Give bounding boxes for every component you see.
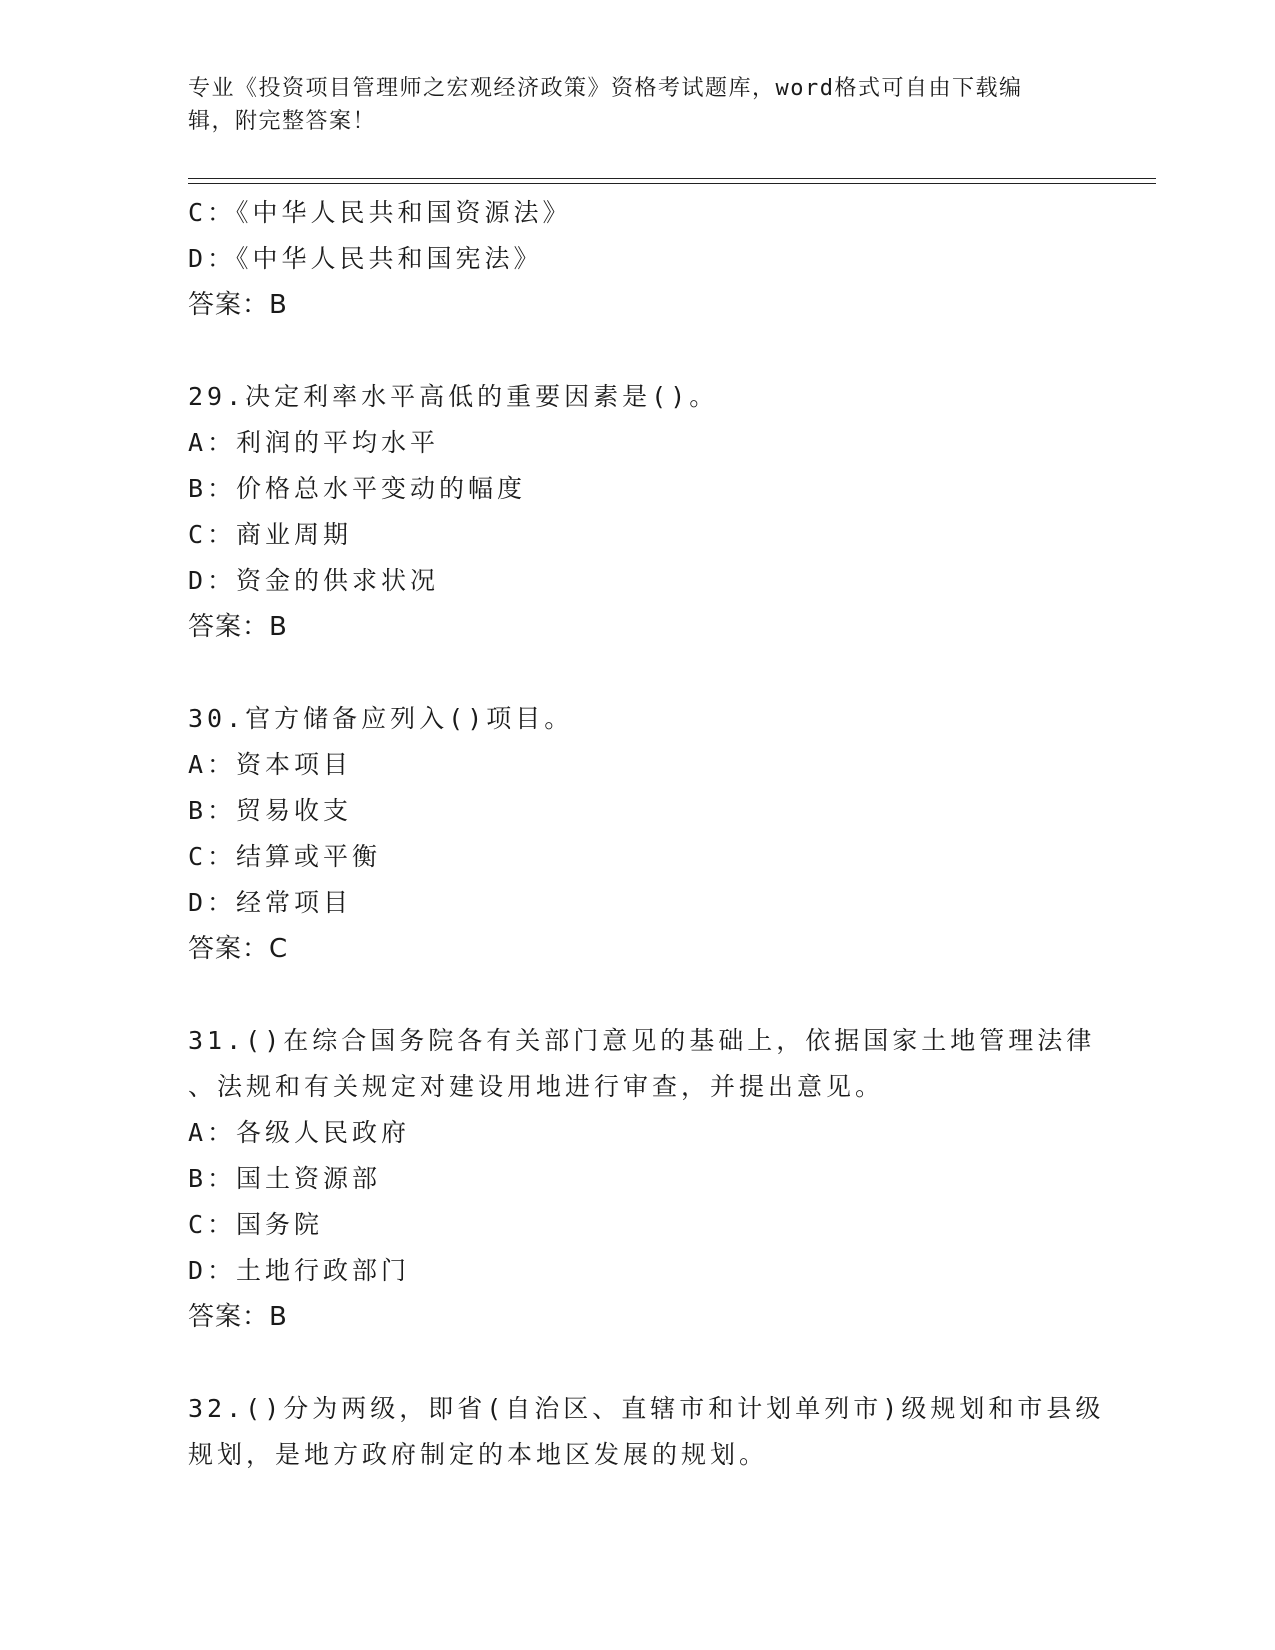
option-c: C：结算或平衡 xyxy=(188,842,382,871)
option-d: D：经常项目 xyxy=(188,888,353,917)
header-divider-top xyxy=(188,178,1156,179)
option-a: A：利润的平均水平 xyxy=(188,428,440,457)
question-29 xyxy=(188,374,1088,650)
option-b: B：价格总水平变动的幅度 xyxy=(188,474,527,503)
question-stem-line-2: 、法规和有关规定对建设用地进行审查，并提出意见。 xyxy=(188,1072,885,1101)
option-d: D：《中华人民共和国宪法》 xyxy=(188,244,543,273)
header-line-1: 专业《投资项目管理师之宏观经济政策》资格考试题库，word格式可自由下载编 xyxy=(188,76,1023,101)
option-c: C：《中华人民共和国资源法》 xyxy=(188,198,572,227)
spacer xyxy=(188,650,1088,696)
option-b: B：贸易收支 xyxy=(188,796,353,825)
question-32 xyxy=(188,1386,1105,1478)
question-stem-line-2: 规划，是地方政府制定的本地区发展的规划。 xyxy=(188,1440,769,1469)
answer-line: 答案：B xyxy=(188,612,288,642)
option-a: A：各级人民政府 xyxy=(188,1118,411,1147)
spacer xyxy=(188,328,1088,374)
spacer xyxy=(188,972,1088,1018)
question-continuation xyxy=(188,190,1088,328)
question-stem-line-1: 32.()分为两级，即省(自治区、直辖市和计划单列市)级规划和市县级 xyxy=(188,1394,1105,1423)
question-31 xyxy=(188,1018,1096,1340)
spacer xyxy=(188,1340,1088,1386)
option-c: C：商业周期 xyxy=(188,520,353,549)
question-30 xyxy=(188,696,1088,972)
document-header xyxy=(188,72,1088,138)
question-stem-line-1: 31.()在综合国务院各有关部门意见的基础上，依据国家土地管理法律 xyxy=(188,1026,1096,1055)
header-line-2: 辑，附完整答案！ xyxy=(188,109,377,134)
header-divider-bottom xyxy=(188,183,1156,184)
option-b: B：国土资源部 xyxy=(188,1164,382,1193)
answer-line: 答案：C xyxy=(188,934,289,964)
answer-line: 答案：B xyxy=(188,290,288,320)
option-d: D：资金的供求状况 xyxy=(188,566,440,595)
option-c: C：国务院 xyxy=(188,1210,324,1239)
option-d: D：土地行政部门 xyxy=(188,1256,411,1285)
option-a: A：资本项目 xyxy=(188,750,353,779)
question-stem: 30.官方储备应列入()项目。 xyxy=(188,704,574,733)
question-stem: 29.决定利率水平高低的重要因素是()。 xyxy=(188,382,719,411)
question-list xyxy=(188,190,1105,1478)
answer-line: 答案：B xyxy=(188,1302,288,1332)
